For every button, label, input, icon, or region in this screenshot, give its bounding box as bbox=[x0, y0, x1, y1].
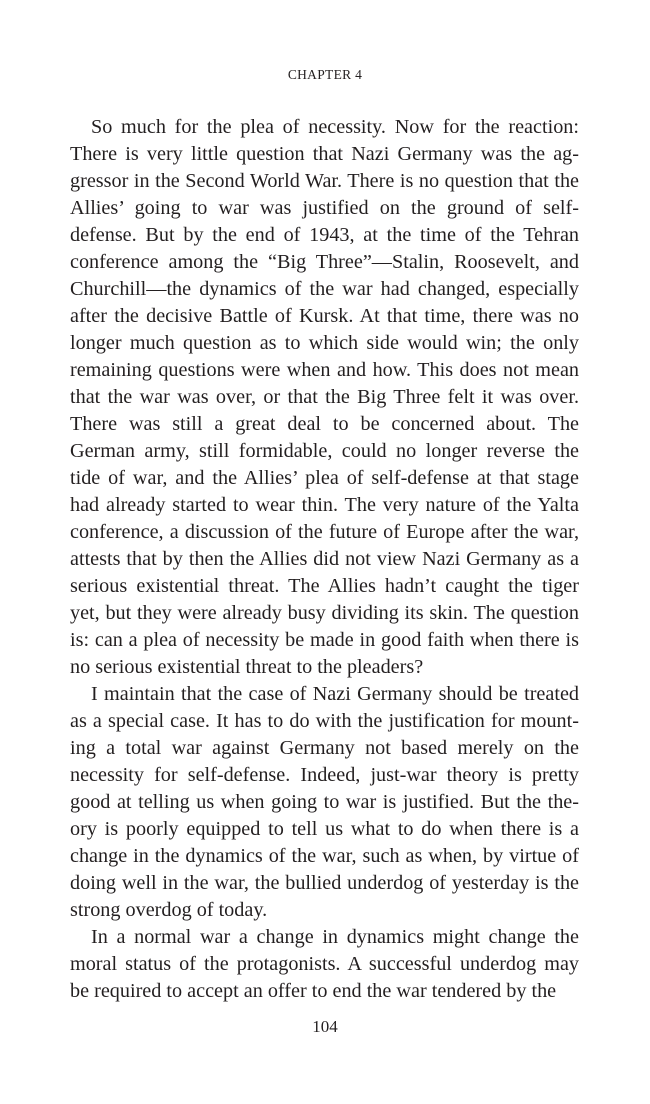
body-text bbox=[70, 114, 579, 1005]
running-head: CHAPTER 4 bbox=[287, 67, 363, 82]
paragraph-1: So much for the plea of necessity. Now for the reaction: There is very little question that Nazi Germany was the aggressor in the Second World War. There is no question that the Allies’ going to war was justified on the ground of self-defense. But by the end of 1943, at the time of the Tehran conference among the “Big Three”—Stalin, Roosevelt, and Churchill—the dynamics of the war had changed, especially after the decisive Battle of Kursk. At that time, there was no longer much question as to which side would win; the only remaining questions were when and how. This does not mean that the war was over, or that the Big Three felt it was over. There was still a great deal to be concerned about. The German army, still formidable, could no longer reverse the tide of war, and the Allies’ plea of self-defense at that stage had already started to wear thin. The very nature of the Yalta conference, a discussion of the future of Europe after the war, attests that by then the Allies did not view Nazi Germany as a serious existential threat. The Allies hadn’t caught the tiger yet, but they were already busy dividing its skin. The question is: can a plea of necessity be made in good faith when there is no serious existential threat to the pleaders? bbox=[70, 116, 579, 678]
paragraph-3: In a normal war a change in dynamics might change the moral status of the protagonists. A successful underdog may be required to accept an offer to end the war tendered by the bbox=[70, 926, 579, 1002]
page-number: 104 bbox=[312, 1017, 338, 1036]
paragraph-2: I maintain that the case of Nazi Germany should be treated as a special case. It has to do with the justification for mounting a total war against Germany not based merely on the necessity for self-defense. Indeed, just-war theory is pretty good at telling us when going to war is justified. But the theory is poorly equipped to tell us what to do when there is a change in the dynamics of the war, such as when, by virtue of doing well in the war, the bullied underdog of yesterday is the strong overdog of today. bbox=[70, 683, 579, 921]
